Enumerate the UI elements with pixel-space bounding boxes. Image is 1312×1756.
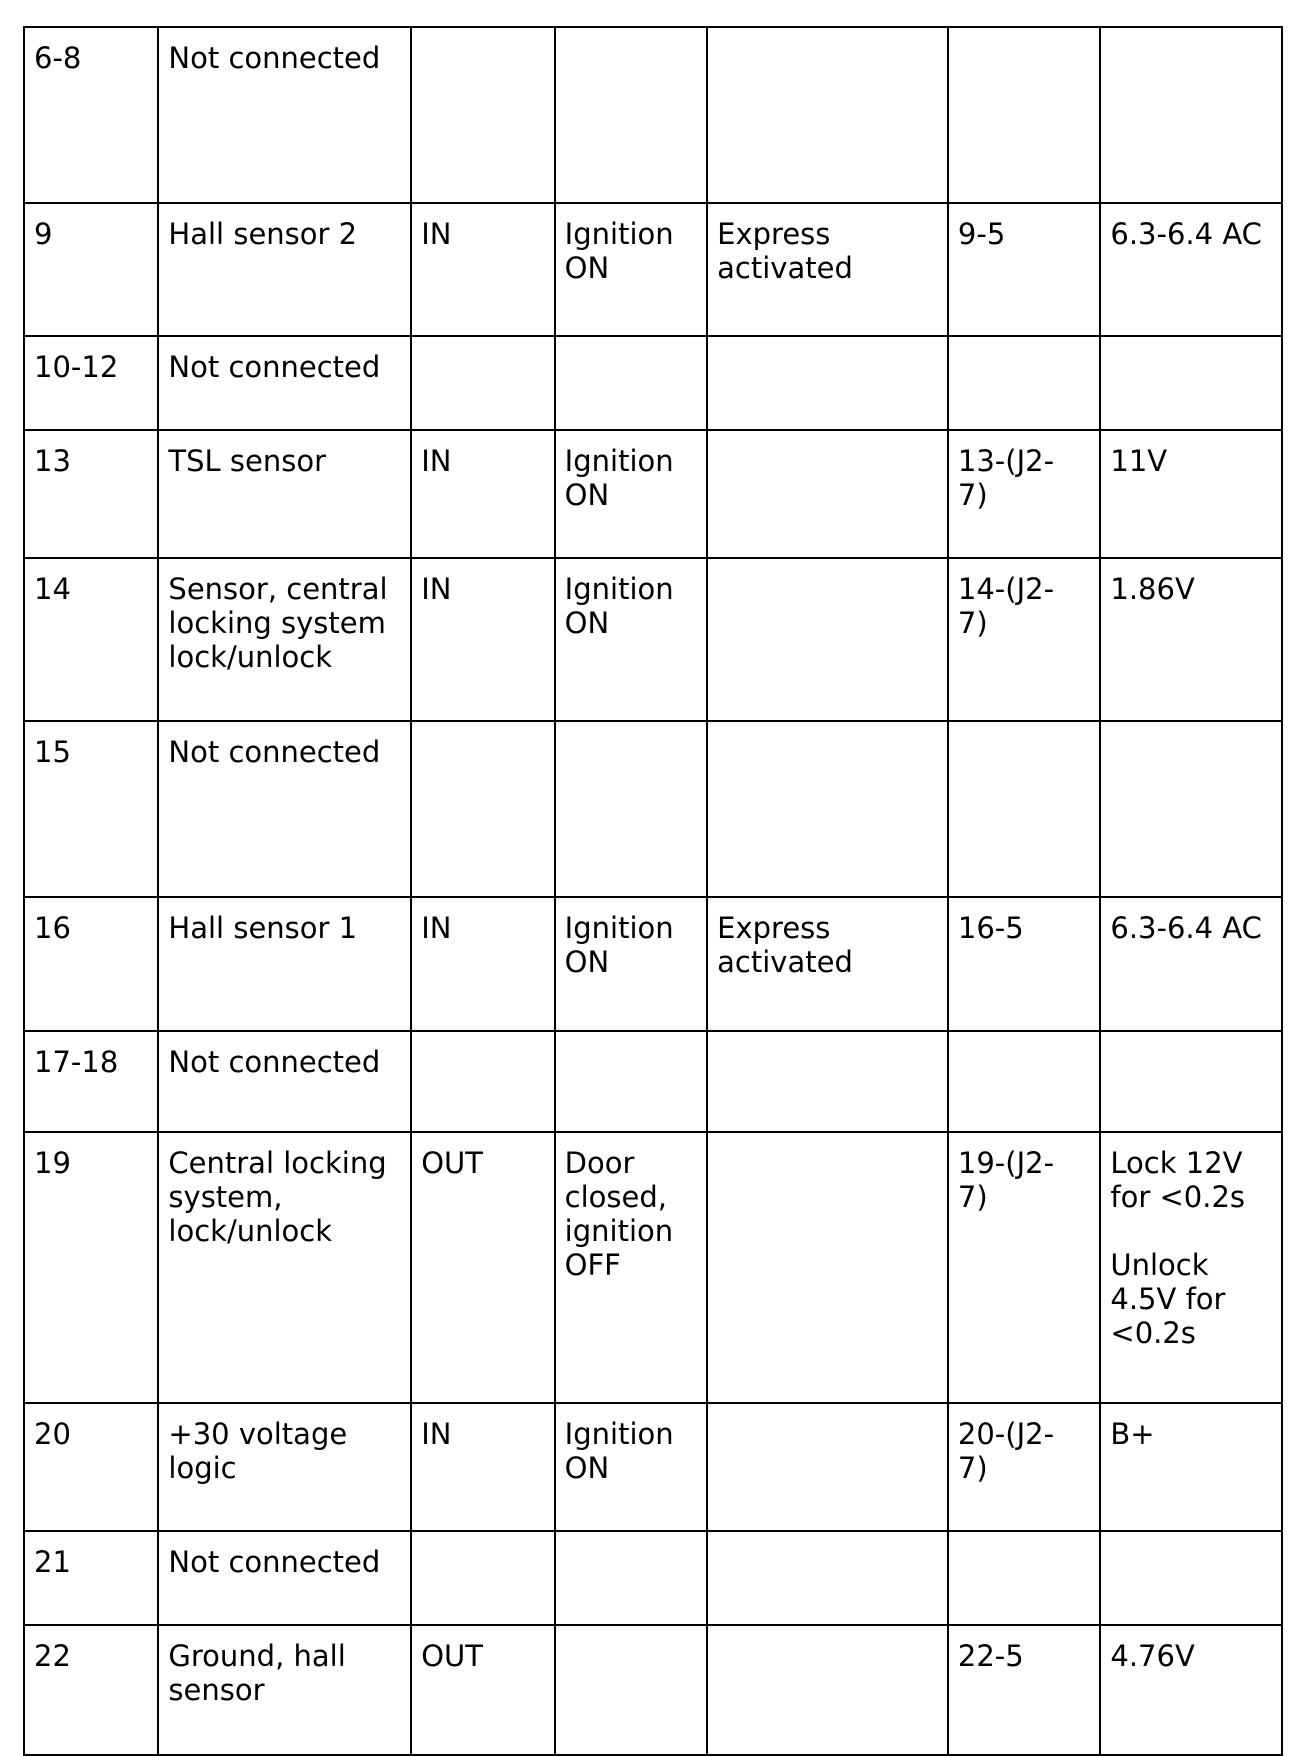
- cell-text: OUT: [421, 1639, 483, 1673]
- cell-text: sensor: [168, 1673, 265, 1707]
- cell-text: 14-(J2-: [957, 572, 1055, 606]
- cell-measure: [948, 1132, 1100, 1403]
- cell-text: Ignition: [564, 572, 674, 606]
- cell-value: [1100, 897, 1282, 1031]
- cell-description: [158, 203, 411, 336]
- cell-text: IN: [421, 572, 452, 606]
- cell-text: Hall sensor 2: [168, 217, 358, 251]
- cell-text: 16-5: [957, 911, 1024, 945]
- cell-text: 7): [957, 478, 988, 512]
- cell-text: Lock 12V: [1110, 1146, 1243, 1180]
- pin-number: 10-12: [34, 350, 119, 384]
- cell-description: [158, 1403, 411, 1531]
- cell-measure: [948, 721, 1100, 897]
- cell-condition: [555, 1031, 707, 1132]
- cell-text: 6.3-6.4 AC: [1110, 911, 1262, 945]
- cell-condition: [555, 721, 707, 897]
- cell-condition: [555, 1132, 707, 1403]
- cell-description: [158, 1031, 411, 1132]
- cell-pin: [24, 1625, 158, 1755]
- cell-value: [1100, 1403, 1282, 1531]
- cell-type: [411, 1531, 554, 1625]
- cell-text: 19-(J2-: [957, 1146, 1055, 1180]
- pin-number: 9: [34, 217, 53, 251]
- cell-measure: [948, 27, 1100, 203]
- cell-text: Ground, hall: [168, 1639, 346, 1673]
- cell-value: [1100, 1625, 1282, 1755]
- cell-mode: [707, 558, 948, 721]
- cell-text: activated: [717, 251, 853, 285]
- pin-number: 13: [34, 444, 71, 478]
- table-row: [24, 1132, 1282, 1403]
- table-row: [24, 1403, 1282, 1531]
- cell-text: [1110, 1214, 1273, 1248]
- cell-text: lock/unlock: [168, 640, 333, 674]
- cell-pin: [24, 1031, 158, 1132]
- cell-type: [411, 897, 554, 1031]
- cell-text: activated: [717, 945, 853, 979]
- cell-text: 20-(J2-: [957, 1417, 1055, 1451]
- cell-text: Not connected: [168, 1045, 381, 1079]
- cell-description: [158, 27, 411, 203]
- cell-condition: [555, 430, 707, 558]
- cell-text: Express: [717, 217, 831, 251]
- cell-type: [411, 1403, 554, 1531]
- cell-type: [411, 1132, 554, 1403]
- cell-text: Not connected: [168, 41, 381, 75]
- cell-value: [1100, 1031, 1282, 1132]
- cell-text: 4.76V: [1110, 1639, 1195, 1673]
- cell-mode: [707, 1403, 948, 1531]
- cell-text: IN: [421, 217, 452, 251]
- cell-text: Hall sensor 1: [168, 911, 358, 945]
- pin-number: 17-18: [34, 1045, 119, 1079]
- pin-number: 21: [34, 1545, 71, 1579]
- cell-text: IN: [421, 1417, 452, 1451]
- cell-condition: [555, 897, 707, 1031]
- cell-type: [411, 1625, 554, 1755]
- cell-text: 1.86V: [1110, 572, 1195, 606]
- cell-mode: [707, 336, 948, 430]
- cell-measure: [948, 1403, 1100, 1531]
- cell-mode: [707, 1531, 948, 1625]
- cell-value: [1100, 203, 1282, 336]
- table-body: [24, 27, 1282, 1755]
- cell-pin: [24, 27, 158, 203]
- table-row: [24, 721, 1282, 897]
- cell-pin: [24, 203, 158, 336]
- pin-number: 19: [34, 1146, 71, 1180]
- cell-text: lock/unlock: [168, 1214, 333, 1248]
- cell-text: locking system: [168, 606, 386, 640]
- cell-measure: [948, 336, 1100, 430]
- cell-pin: [24, 897, 158, 1031]
- pin-number: 22: [34, 1639, 71, 1673]
- cell-mode: [707, 897, 948, 1031]
- cell-text: 9-5: [957, 217, 1006, 251]
- pin-table: [23, 26, 1283, 1756]
- cell-text: system,: [168, 1180, 283, 1214]
- cell-pin: [24, 430, 158, 558]
- cell-text: 13-(J2-: [957, 444, 1055, 478]
- cell-mode: [707, 1132, 948, 1403]
- cell-text: ON: [564, 251, 610, 285]
- cell-mode: [707, 1031, 948, 1132]
- cell-pin: [24, 721, 158, 897]
- cell-text: TSL sensor: [168, 444, 327, 478]
- cell-text: 22-5: [957, 1639, 1024, 1673]
- cell-description: [158, 721, 411, 897]
- cell-text: Ignition: [564, 217, 674, 251]
- cell-mode: [707, 721, 948, 897]
- cell-text: Express: [717, 911, 831, 945]
- cell-type: [411, 721, 554, 897]
- cell-text: Central locking: [168, 1146, 387, 1180]
- cell-measure: [948, 1625, 1100, 1755]
- cell-mode: [707, 1625, 948, 1755]
- cell-description: [158, 1625, 411, 1755]
- cell-description: [158, 430, 411, 558]
- cell-text: OFF: [564, 1248, 621, 1282]
- cell-pin: [24, 1531, 158, 1625]
- cell-value: [1100, 721, 1282, 897]
- cell-text: Not connected: [168, 735, 381, 769]
- cell-text: Ignition: [564, 444, 674, 478]
- cell-text: Ignition: [564, 1417, 674, 1451]
- cell-text: B+: [1110, 1417, 1155, 1451]
- cell-text: ON: [564, 478, 610, 512]
- cell-mode: [707, 27, 948, 203]
- cell-value: [1100, 27, 1282, 203]
- table-row: [24, 558, 1282, 721]
- cell-measure: [948, 430, 1100, 558]
- table-row: [24, 27, 1282, 203]
- cell-description: [158, 897, 411, 1031]
- cell-text: ON: [564, 945, 610, 979]
- pin-number: 14: [34, 572, 71, 606]
- cell-mode: [707, 430, 948, 558]
- cell-pin: [24, 1132, 158, 1403]
- cell-text: 4.5V for: [1110, 1282, 1226, 1316]
- table-row: [24, 430, 1282, 558]
- cell-text: Not connected: [168, 1545, 381, 1579]
- cell-type: [411, 27, 554, 203]
- cell-text: Ignition: [564, 911, 674, 945]
- cell-measure: [948, 897, 1100, 1031]
- cell-text: for <0.2s: [1110, 1180, 1246, 1214]
- cell-measure: [948, 558, 1100, 721]
- cell-text: ON: [564, 1451, 610, 1485]
- cell-type: [411, 1031, 554, 1132]
- pin-number: 16: [34, 911, 71, 945]
- pin-number: 20: [34, 1417, 71, 1451]
- cell-text: ignition: [564, 1214, 674, 1248]
- cell-text: 11V: [1110, 444, 1168, 478]
- cell-text: IN: [421, 911, 452, 945]
- cell-measure: [948, 1031, 1100, 1132]
- cell-text: IN: [421, 444, 452, 478]
- cell-text: <0.2s: [1110, 1316, 1196, 1350]
- cell-text: Door: [564, 1146, 635, 1180]
- cell-description: [158, 558, 411, 721]
- cell-condition: [555, 203, 707, 336]
- cell-condition: [555, 558, 707, 721]
- table-row: [24, 1031, 1282, 1132]
- cell-pin: [24, 336, 158, 430]
- cell-text: Not connected: [168, 350, 381, 384]
- cell-type: [411, 203, 554, 336]
- table-row: [24, 336, 1282, 430]
- cell-pin: [24, 558, 158, 721]
- cell-condition: [555, 336, 707, 430]
- cell-value: [1100, 558, 1282, 721]
- table-row: [24, 897, 1282, 1031]
- cell-text: closed,: [564, 1180, 667, 1214]
- cell-text: +30 voltage: [168, 1417, 348, 1451]
- cell-condition: [555, 1625, 707, 1755]
- cell-value: [1100, 430, 1282, 558]
- cell-text: 7): [957, 1451, 988, 1485]
- cell-value: [1100, 1531, 1282, 1625]
- cell-text: logic: [168, 1451, 237, 1485]
- cell-measure: [948, 203, 1100, 336]
- cell-description: [158, 1531, 411, 1625]
- cell-text: OUT: [421, 1146, 483, 1180]
- cell-description: [158, 1132, 411, 1403]
- cell-condition: [555, 1531, 707, 1625]
- cell-type: [411, 430, 554, 558]
- cell-condition: [555, 1403, 707, 1531]
- cell-type: [411, 336, 554, 430]
- table-row: [24, 1531, 1282, 1625]
- pin-number: 6-8: [34, 41, 82, 75]
- cell-text: 7): [957, 1180, 988, 1214]
- pin-number: 15: [34, 735, 71, 769]
- cell-mode: [707, 203, 948, 336]
- cell-text: ON: [564, 606, 610, 640]
- table-row: [24, 1625, 1282, 1755]
- cell-type: [411, 558, 554, 721]
- cell-pin: [24, 1403, 158, 1531]
- cell-condition: [555, 27, 707, 203]
- cell-text: 6.3-6.4 AC: [1110, 217, 1262, 251]
- table-row: [24, 203, 1282, 336]
- cell-value: [1100, 1132, 1282, 1403]
- cell-text: 7): [957, 606, 988, 640]
- cell-text: Unlock: [1110, 1248, 1209, 1282]
- cell-description: [158, 336, 411, 430]
- cell-value: [1100, 336, 1282, 430]
- cell-measure: [948, 1531, 1100, 1625]
- cell-text: Sensor, central: [168, 572, 388, 606]
